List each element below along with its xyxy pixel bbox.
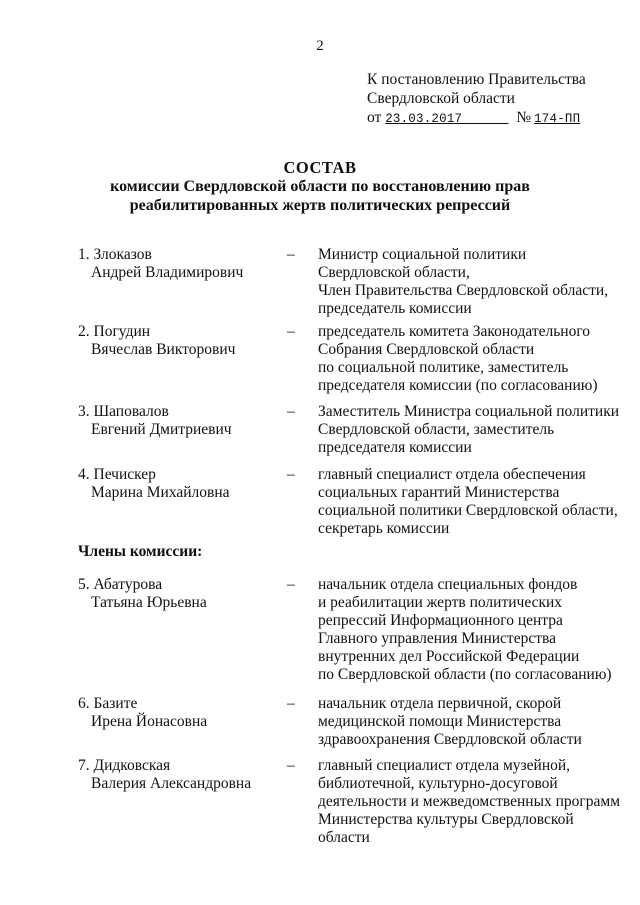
member-role-line: по социальной политике, заместитель [318,359,569,376]
member-surname: Шаповалов [93,403,169,420]
title-line-2: комиссии Свердловской области по восстановлению прав [110,178,530,195]
member-surname: Погудин [93,323,151,340]
member-role-line: председатель комитета Законодательного [318,323,591,340]
dash-separator: – [287,695,295,712]
member-role-line: председателя комиссии (по согласованию) [318,377,598,394]
resolution-reference [367,70,627,129]
member-role-line: Собрания Свердловской области [318,341,535,358]
member-role [318,403,623,457]
member-name [78,576,278,612]
member-role-line: медицинской помощи Министерства [318,713,562,730]
member-name [78,246,278,282]
member-number: 4. [78,466,90,483]
member-role-line: главный специалист отдела обеспечения [318,466,586,483]
member-name [78,403,278,439]
resolution-date-number-line [367,108,627,129]
title-line-3: реабилитированных жертв политических репрессий [129,197,511,214]
member-surname-line [78,323,278,341]
member-role-line: секретарь комиссии [318,520,450,537]
member-surname-line [78,757,278,775]
member-given-name: Ирена Йонасовна [91,713,208,730]
member-given-name: Валерия Александровна [91,775,252,792]
member-given-name: Татьяна Юрьевна [91,594,207,611]
member-surname-line [78,466,278,484]
title-main: СОСТАВ [283,158,357,177]
member-role-line: внутренних дел Российской Федерации [318,648,580,665]
member-role-line: области [318,829,370,846]
member-name [78,466,278,502]
member-role [318,576,623,684]
member-role-line: Свердловской области, заместитель [318,421,555,438]
member-role-line: социальной политики Свердловской области, [318,502,618,519]
resolution-line-2: Свердловской области [367,90,515,107]
member-role [318,695,623,749]
member-role-line: библиотечной, культурно-досуговой [318,775,558,792]
date-blank-gap: ______ [462,112,509,126]
dash-separator: – [287,466,295,483]
member-surname: Печискер [93,466,156,483]
page-number: 2 [316,38,324,54]
dash-separator: – [287,576,295,593]
number-sign: № [516,109,532,126]
member-surname: Базите [93,695,138,712]
member-role-line: Член Правительства Свердловской области, [318,282,609,299]
member-number: 6. [78,695,90,712]
member-role [318,323,623,395]
member-name [78,757,278,793]
member-surname-line [78,246,278,264]
from-prefix: от [367,109,382,126]
member-number: 1. [78,246,90,263]
member-role [318,466,623,538]
member-role-line: Главного управления Министерства [318,630,556,647]
member-role-line: по Свердловской области (по согласованию) [318,666,612,683]
dash-separator: – [287,246,295,263]
member-role-line: Свердловской области, [318,264,470,281]
member-surname: Злоказов [93,246,152,263]
member-surname: Дидковская [93,757,171,774]
member-number: 7. [78,757,90,774]
member-given-name: Вячеслав Викторович [91,341,236,358]
member-role-line: главный специалист отдела музейной, [318,757,571,774]
resolution-line-1: К постановлению Правительства [367,71,586,88]
member-role-line: социальных гарантий Министерства [318,484,560,501]
member-surname-line [78,576,278,594]
member-surname-line [78,695,278,713]
member-number: 5. [78,576,90,593]
member-given-name: Марина Михайловна [91,484,230,501]
dash-separator: – [287,757,295,774]
dash-separator: – [287,323,295,340]
member-role-line: здравоохранения Свердловской области [318,731,582,748]
resolution-number: 174-ПП [534,112,581,126]
member-number: 2. [78,323,90,340]
member-role-line: председателя комиссии [318,439,472,456]
member-surname: Абатурова [93,576,163,593]
member-given-name: Андрей Владимирович [91,264,244,281]
member-role-line: начальник отдела первичной, скорой [318,695,562,712]
member-role-line: Заместитель Министра социальной политики [318,403,620,420]
member-role [318,757,623,847]
document-title [0,158,640,215]
member-role-line: начальник отдела специальных фондов [318,576,578,593]
member-role-line: деятельности и межведомственных программ [318,793,621,810]
member-role-line: и реабилитации жертв политических [318,594,563,611]
resolution-date: 23.03.2017 [385,112,463,126]
dash-separator: – [287,403,295,420]
members-heading: Члены комиссии: [78,543,203,560]
member-number: 3. [78,403,90,420]
member-role-line: Министр социальной политики [318,246,527,263]
member-name [78,695,278,731]
member-role-line: репрессий Информационного центра [318,612,563,629]
member-role-line: Министерства культуры Свердловской [318,811,574,828]
member-role [318,246,623,318]
member-given-name: Евгений Дмитриевич [91,421,232,438]
member-name [78,323,278,359]
member-surname-line [78,403,278,421]
member-role-line: председатель комиссии [318,300,472,317]
